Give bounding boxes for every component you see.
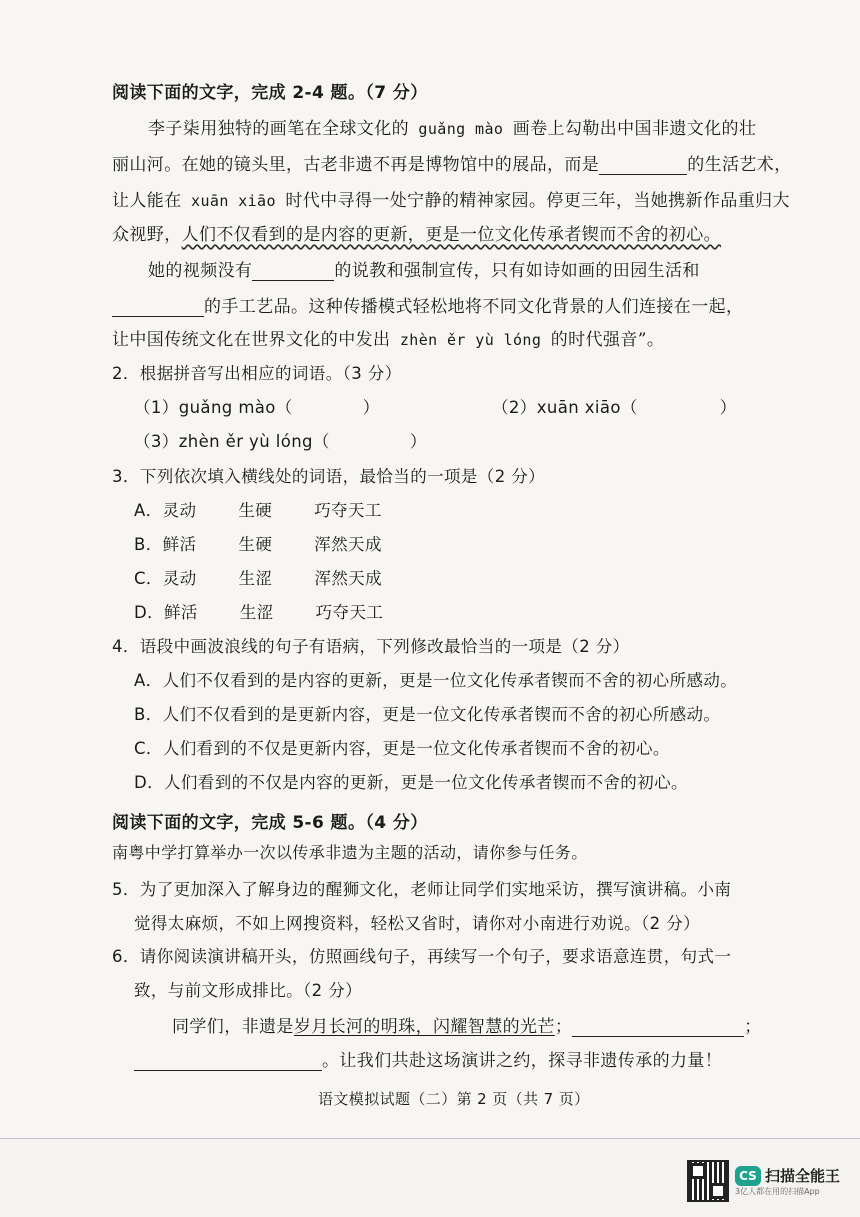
- scanner-brand: [735, 1165, 840, 1197]
- option-word: 生硬: [238, 501, 273, 520]
- q2-item-1: [134, 394, 380, 418]
- q2-item-3: [134, 428, 427, 452]
- q2-label: （1）guǎng mào（: [134, 398, 293, 417]
- option-word: 鲜活: [164, 603, 198, 622]
- q2-label: （3）zhèn ěr yù lóng（: [134, 432, 330, 451]
- text: 丽山河。在她的镜头里，古老非遗不再是博物馆中的展品，而是: [112, 155, 600, 175]
- q2-label: （2）xuān xiāo（: [492, 398, 638, 417]
- text: 的手工艺品。这种传播模式轻松地将不同文化背景的人们连接在一起，: [204, 297, 744, 317]
- option-word: 生硬: [238, 535, 273, 554]
- question-4-stem: 4．语段中画波浪线的句子有语病，下列修改最恰当的一项是（2 分）: [112, 637, 630, 656]
- section1-heading: 阅读下面的文字，完成 2-4 题。（7 分）: [112, 83, 428, 103]
- fill-blank-3: [112, 297, 204, 317]
- text: 时代中寻得一处宁静的精神家园。停更三年，当她携新作品重归大: [285, 191, 790, 211]
- question-6-line1: 6．请你阅读演讲稿开头，仿照画线句子，再续写一个句子，要求语意连贯，句式一: [112, 947, 732, 966]
- option-letter: B．: [134, 535, 163, 554]
- option-word: 生涩: [239, 603, 274, 622]
- answer-blank-1[interactable]: [572, 1017, 744, 1037]
- camscanner-logo-icon: CS: [735, 1166, 761, 1186]
- q2-item-2: [492, 394, 737, 418]
- text: 她的视频没有: [148, 261, 253, 281]
- q3-option-a[interactable]: [134, 497, 382, 521]
- underlined-sentence: 岁月长河的明珠，闪耀智慧的光芒: [293, 1017, 555, 1037]
- answer-blank-2[interactable]: [134, 1051, 322, 1071]
- passage1-line4: [112, 220, 721, 245]
- speech-line1: [172, 1012, 762, 1037]
- option-word: 巧夺天工: [314, 501, 382, 520]
- option-word: 生涩: [238, 569, 273, 588]
- text: 的说教和强制宣传，只有如诗如画的田园生活和: [334, 261, 700, 281]
- option-letter: C．: [134, 569, 163, 588]
- paren: ）: [362, 398, 380, 417]
- section2-heading: 阅读下面的文字，完成 5-6 题。（4 分）: [112, 813, 428, 833]
- pinyin: guǎng mào: [409, 120, 513, 138]
- option-letter: D．: [134, 603, 165, 622]
- passage2-line2: [112, 292, 743, 317]
- paren: ）: [409, 432, 427, 451]
- wavy-underlined-sentence: 人们不仅看到的是内容的更新，更是一位文化传承者锲而不舍的初心。: [181, 225, 722, 245]
- option-word: 浑然天成: [314, 535, 382, 554]
- option-letter: A．: [134, 501, 163, 520]
- text: 。让我们共赴这场演讲之约，探寻非遗传承的力量！: [322, 1051, 723, 1071]
- question-5-line2: 觉得太麻烦，不如上网搜资料，轻松又省时，请你对小南进行劝说。（2 分）: [134, 914, 700, 933]
- option-word: 灵动: [162, 569, 197, 588]
- text: 同学们，非遗是: [172, 1017, 294, 1037]
- text: 李子柒用独特的画笔在全球文化的: [148, 119, 409, 139]
- question-3-stem: 3．下列依次填入横线处的词语，最恰当的一项是（2 分）: [112, 467, 546, 486]
- scanner-name: 扫描全能王: [764, 1167, 840, 1185]
- q3-option-b[interactable]: [134, 531, 382, 555]
- fill-blank-1: [599, 155, 687, 175]
- text: 的生活艺术，: [687, 155, 792, 175]
- question-5-line1: 5．为了更加深入了解身边的醒狮文化，老师让同学们实地采访，撰写演讲稿。小南: [112, 880, 732, 899]
- section2-intro: 南粤中学打算举办一次以传承非遗为主题的活动，请你参与任务。: [112, 843, 588, 862]
- option-word: 鲜活: [162, 535, 197, 554]
- page-footer: 语文模拟试题（二）第 2 页（共 7 页）: [318, 1090, 590, 1108]
- pinyin: zhèn ěr yù lóng: [390, 331, 551, 349]
- option-word: 巧夺天工: [315, 603, 384, 622]
- paren: ）: [719, 398, 737, 417]
- question-6-line2: 致，与前文形成排比。（2 分）: [134, 981, 362, 1000]
- speech-line2: [134, 1046, 722, 1071]
- fill-blank-2: [252, 261, 334, 281]
- text: ；: [744, 1017, 762, 1037]
- page-divider: [0, 1138, 860, 1139]
- question-2-stem: 2．根据拼音写出相应的词语。（3 分）: [112, 364, 402, 383]
- passage1-line1: [148, 114, 756, 139]
- scanner-watermark: [687, 1160, 840, 1202]
- qr-code-icon: [687, 1160, 729, 1202]
- text: 的时代强音”。: [550, 330, 665, 350]
- option-word: 灵动: [162, 501, 197, 520]
- q3-option-c[interactable]: [134, 565, 382, 589]
- q4-option-c[interactable]: C．人们看到的不仅是更新内容，更是一位文化传承者锲而不舍的初心。: [134, 739, 670, 758]
- q3-option-d[interactable]: [134, 599, 383, 623]
- text: 众视野，: [112, 225, 182, 245]
- passage1-line3: [112, 186, 790, 211]
- q4-option-d[interactable]: D．人们看到的不仅是内容的更新，更是一位文化传承者锲而不舍的初心。: [134, 773, 688, 792]
- passage1-line2: [112, 150, 792, 175]
- scanner-tagline: 3亿人都在用的扫描App: [734, 1187, 820, 1196]
- text: ；: [554, 1017, 573, 1037]
- q4-option-a[interactable]: A．人们不仅看到的是内容的更新，更是一位文化传承者锲而不舍的初心所感动。: [134, 671, 738, 690]
- passage2-line3: [112, 325, 664, 350]
- text: 让人能在: [112, 191, 182, 211]
- text: 画卷上勾勒出中国非遗文化的壮: [512, 119, 757, 139]
- pinyin: xuān xiāo: [181, 192, 286, 210]
- option-word: 浑然天成: [314, 569, 383, 588]
- text: 让中国传统文化在世界文化的中发出: [112, 330, 391, 350]
- passage2-line1: [148, 256, 700, 281]
- q4-option-b[interactable]: B．人们不仅看到的是更新内容，更是一位文化传承者锲而不舍的初心所感动。: [134, 705, 721, 724]
